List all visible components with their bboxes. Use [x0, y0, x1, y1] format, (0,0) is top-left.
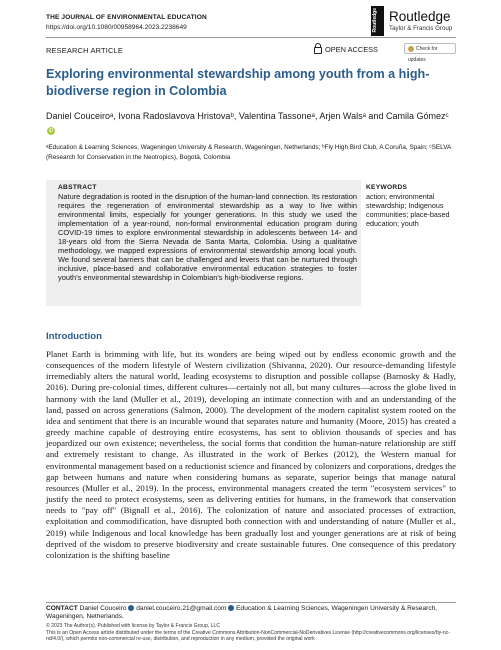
doi-link[interactable]: https://doi.org/10.1080/00958964.2023.2238649 — [46, 24, 187, 31]
contact-email[interactable]: daniel.couceiro.21@gmail.com — [136, 605, 227, 612]
license-text: This is an Open Access article distributed under the terms of the Creative Commons Attribution-NonCommercial-NoDerivatives License (http://creativecommons.org/licenses/by-nc-nd/4.0/), which permits non-commercial re-use, distribution, and reproduction in any medium, provided the original work — [46, 629, 450, 643]
article-title: Exploring environmental stewardship among youth from a high-biodiverse region in Colombia — [46, 67, 430, 98]
header-divider — [46, 37, 456, 38]
publisher-subtitle: Taylor & Francis Group — [389, 25, 453, 32]
publisher-name: Routledge — [389, 9, 451, 24]
footer-divider — [46, 602, 456, 603]
article-type: RESEARCH ARTICLE — [46, 46, 123, 55]
abstract-heading: ABSTRACT — [58, 184, 97, 191]
email-icon — [128, 605, 134, 611]
copyright-text: © 2023 The Author(s). Published with license by Taylor & Francis Group, LLC — [46, 623, 221, 629]
license-footer — [46, 623, 460, 643]
open-access-label: OPEN ACCESS — [325, 45, 378, 54]
author-list — [46, 110, 456, 136]
check-for-updates-button[interactable] — [404, 43, 456, 63]
updates-icon — [408, 46, 414, 52]
address-icon — [228, 605, 234, 611]
contact-name: Daniel Couceiro — [79, 605, 127, 612]
introduction-body: Planet Earth is brimming with life, but its wonders are being wiped out by endless economic growth and the consequences of the modern lifestyle of Western civilization (Shivanna, 2020). Our resource-demanding lifestyle irremediably alters the natural world, leading ecosystems to disruption and possible collapse (Barnosky & Hadly, 2016). During pre-colonial times, different cultures—certainly not all, but many cultures—across the globe lived in harmony with the land (Muller et al., 2019), developing an intimate connection with and an understanding of the land, passed on across generations (Salmon, 2000). The development of the modern capitalist system rooted on the idea and sentiment that there is an incurable wound that separates nature and humanity (Moore, 2015) has created a greedy machine capable of destroying entire ecosystems, has sent to oblivion thousands of species and has jeopardized our own existence; nevertheless, the social forms that condition the human-nature relationship are stiff and extremely resistant to change. As illustrated in the work of Berkes (2012), the Western manual for environmental management based on a reductionist science and financed by colonizers and corporations, dredges the gap between humans and nature when considering humans as separate, superior beings that manage natural resources (Muller et al., 2019). In the process, environmental managers created the term "ecosystem services" to justify the need to protect ecosystems, seen as delivering entities for humans, in the framework that conservation needs to "pay off" (Bignall et al., 2016). The colonization of nature and associated processes of extraction, exploitation and commodification, have disrupted both connection with and understanding of nature (Muller et al., 2019) while Indigenous and local knowledge has been gradually lost and younger generations are at risk of being deprived of the wisdom to preserve biodiversity and create sustainable futures. One consequence of this predatory colonization is the shifting baseline — [46, 349, 456, 560]
authors-text: Daniel Couceiroᵃ, Ivona Radoslavova Hristovaᵇ, Valentina Tassoneᵃ, Arjen Walsᵃ and Camila Gómezᶜ — [46, 111, 449, 121]
logo-text: Routledge — [372, 8, 378, 33]
open-access-badge — [314, 45, 378, 54]
open-lock-icon — [314, 47, 322, 54]
contact-label: CONTACT — [46, 605, 78, 612]
keywords-heading: KEYWORDS — [366, 184, 408, 191]
journal-name: THE JOURNAL OF ENVIRONMENTAL EDUCATION — [46, 14, 207, 21]
abstract-text: Nature degradation is rooted in the disruption of the human-land connection. Its restoration requires the regeneration of environmental stewardship as a way to live within environmental limits, especially for younger generations. In this study we used the implementation of a year-round, non-formal environmental education program during COVID-19 times to explore environmental stewardship in adolescents between 14- and 18-years old from the Sierra Nevada de Santa Marta, Colombia. Using a qualitative methodology, we mapped expressions of environmental stewardship among local youth. We found several barriers that can be challenged and levers that can be nurtured through inclusive, place-based and collaborative environmental education strategies to foster youth's environmental stewardship in Colombian's high-biodiverse regions. — [58, 192, 357, 282]
check-updates-label: Check for updates — [408, 46, 438, 63]
affiliations: ᵃEducation & Learning Sciences, Wageningen University & Research, Wageningen, Netherlands; ᵇFly High Bird Club, A Coruña, Spain; ᶜSELVA (Research for Conservation in the Neotropics), Bogotá, Colombia — [46, 144, 451, 161]
routledge-logo-icon — [371, 6, 384, 36]
contact-block — [46, 605, 460, 622]
contact-address: Education & Learning Sciences, Wageningen University & Research, Wageningen, Netherlands. — [46, 605, 438, 621]
orcid-icon[interactable]: iD — [48, 128, 54, 134]
keywords-text: action; environmental stewardship; Indigenous communities; place-based education; youth — [366, 192, 450, 228]
introduction-heading: Introduction — [46, 331, 102, 342]
